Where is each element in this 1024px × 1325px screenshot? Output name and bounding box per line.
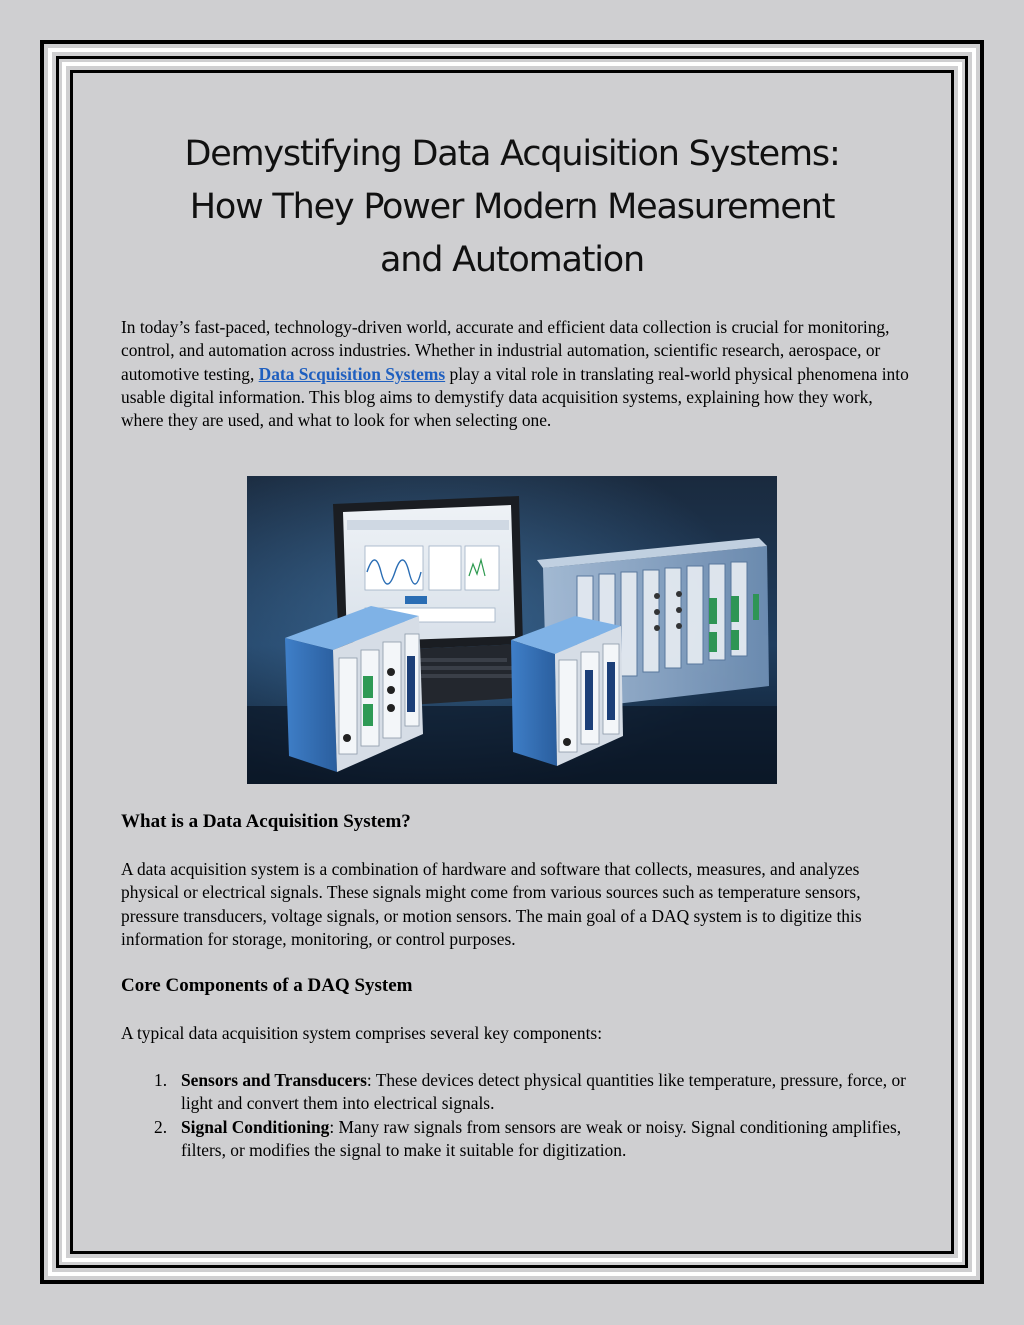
title-line-1: Demystifying Data Acquisition Systems: bbox=[184, 134, 840, 174]
list-item bbox=[121, 1069, 911, 1116]
list-number: 2. bbox=[154, 1116, 168, 1137]
daq-systems-link[interactable]: Data Scquisition Systems bbox=[258, 363, 446, 384]
page-title bbox=[120, 128, 904, 287]
components-list bbox=[121, 1069, 911, 1162]
daq-module-right bbox=[511, 616, 623, 766]
paragraph-what-is-daq: A data acquisition system is a combination of hardware and software that collects, measures, and analyzes physical or electrical signals. These signals might come from various sources such as temperature sensors, pressure transducers, voltage signals, or motion sensors. The main goal of a DAQ system is to digitize this information for storage, monitoring, or control purposes. bbox=[121, 859, 862, 949]
list-number: 1. bbox=[154, 1070, 168, 1090]
list-desc: : Many raw signals from sensors are weak or noisy. Signal conditioning amplifies, filters, or modifies the signal to make it suitable for digitization. bbox=[181, 1116, 902, 1160]
daq-hardware-image bbox=[247, 476, 777, 784]
intro-text-after: play a vital role in translating real-world physical phenomena into usable digital information. This blog aims to demystify data acquisition systems, explaining how they work, where they are used, and what to look for when selecting one. bbox=[121, 363, 909, 431]
list-desc: : These devices detect physical quantities like temperature, pressure, force, or light and convert them into electrical signals. bbox=[181, 1070, 906, 1114]
intro-text-before: In today’s fast-paced, technology-driven world, accurate and efficient data collection is crucial for monitoring, control, and automation across industries. Whether in industrial automation, scientific research, aerospace, or automotive testing, bbox=[121, 317, 890, 384]
title-line-2: How They Power Modern Measurement bbox=[189, 187, 835, 227]
list-item bbox=[121, 1116, 911, 1163]
list-term: Sensors and Transducers bbox=[181, 1070, 367, 1090]
intro-paragraph bbox=[121, 316, 911, 432]
heading-core-components: Core Components of a DAQ System bbox=[121, 975, 413, 996]
list-term: Signal Conditioning bbox=[181, 1116, 330, 1137]
paragraph-core-components: A typical data acquisition system comprises several key components: bbox=[121, 1023, 603, 1043]
heading-what-is-daq: What is a Data Acquisition System? bbox=[121, 811, 411, 832]
title-line-3: and Automation bbox=[379, 240, 645, 280]
